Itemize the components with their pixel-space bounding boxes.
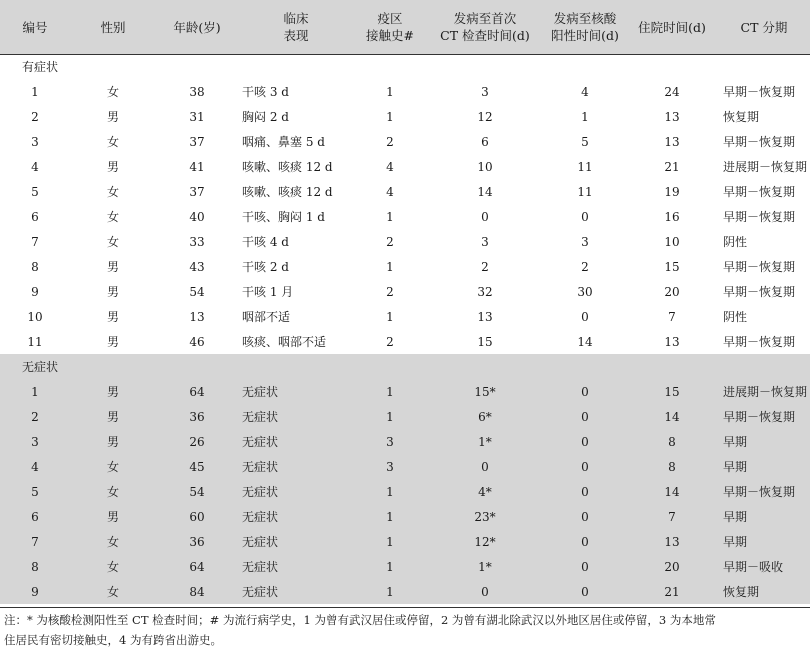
cell-sex: 男: [106, 160, 119, 174]
cell-ct-stage: 早期－恢复期: [723, 260, 796, 274]
table-row: [0, 204, 810, 229]
cell-id: 8: [31, 559, 39, 574]
header-rule: [0, 54, 810, 55]
cell-id: 11: [27, 334, 43, 349]
cell-exposure: 3: [386, 459, 394, 474]
cell-onset-ct: 3: [481, 234, 489, 249]
cell-sex: 女: [106, 485, 119, 499]
table-row: [0, 254, 810, 279]
cell-stay: 21: [664, 159, 680, 174]
table-row: [0, 529, 810, 554]
cell-onset-ct: 1*: [478, 559, 492, 574]
header-col-exposure: 疫区 接触史#: [366, 11, 414, 43]
cell-exposure: 1: [386, 84, 394, 99]
cell-exposure: 1: [386, 209, 394, 224]
table-note: [4, 610, 809, 650]
cell-ct-stage: 早期: [723, 535, 748, 549]
cell-age: 45: [189, 459, 205, 474]
table-row: [0, 329, 810, 354]
table-row: [0, 579, 810, 604]
cell-stay: 20: [664, 284, 680, 299]
cell-age: 64: [189, 559, 205, 574]
table-row: [0, 479, 810, 504]
cell-onset-ct: 6: [481, 134, 489, 149]
cell-sex: 男: [106, 335, 119, 349]
cell-symptom: 干咳 4 d: [242, 235, 289, 249]
cell-age: 40: [189, 209, 205, 224]
cell-onset-pcr: 2: [581, 259, 589, 274]
cell-exposure: 2: [386, 284, 394, 299]
cell-ct-stage: 早期: [723, 460, 748, 474]
header-col-sex: 性别: [100, 19, 126, 35]
cell-onset-pcr: 4: [581, 84, 589, 99]
cell-onset-pcr: 5: [581, 134, 589, 149]
cell-onset-pcr: 0: [581, 559, 589, 574]
cell-ct-stage: 早期－恢复期: [723, 210, 796, 224]
group-label: 有症状: [22, 60, 59, 74]
cell-onset-ct: 13: [477, 309, 493, 324]
cell-symptom: 无症状: [242, 460, 279, 474]
cell-onset-ct: 0: [481, 459, 489, 474]
cell-sex: 女: [106, 135, 119, 149]
cell-ct-stage: 早期－恢复期: [723, 135, 796, 149]
cell-age: 84: [189, 584, 205, 599]
table-row: [0, 379, 810, 404]
cell-onset-ct: 4*: [478, 484, 492, 499]
cell-onset-pcr: 11: [577, 159, 593, 174]
cell-symptom: 干咳 2 d: [242, 260, 289, 274]
cell-sex: 女: [106, 460, 119, 474]
cell-stay: 24: [664, 84, 680, 99]
cell-sex: 男: [106, 385, 119, 399]
cell-exposure: 4: [386, 159, 394, 174]
group-row-symptomatic: [0, 54, 810, 79]
cell-age: 54: [189, 484, 205, 499]
cell-id: 1: [31, 384, 39, 399]
table-row: [0, 229, 810, 254]
cell-onset-pcr: 0: [581, 534, 589, 549]
cell-age: 37: [189, 184, 205, 199]
cell-stay: 21: [664, 584, 680, 599]
cell-age: 36: [189, 534, 205, 549]
cell-exposure: 1: [386, 559, 394, 574]
cell-stay: 19: [664, 184, 680, 199]
cell-symptom: 无症状: [242, 485, 279, 499]
cell-onset-pcr: 1: [581, 109, 589, 124]
cell-onset-pcr: 30: [577, 284, 593, 299]
cell-onset-ct: 6*: [478, 409, 492, 424]
cell-sex: 男: [106, 510, 119, 524]
table-row: [0, 429, 810, 454]
cell-onset-ct: 10: [477, 159, 493, 174]
cell-ct-stage: 进展期－恢复期: [723, 385, 808, 399]
cell-exposure: 1: [386, 534, 394, 549]
cell-symptom: 无症状: [242, 510, 279, 524]
cell-onset-ct: 12: [477, 109, 493, 124]
cell-id: 5: [31, 484, 39, 499]
cell-symptom: 干咳 3 d: [242, 85, 289, 99]
table-row: [0, 104, 810, 129]
cell-stay: 7: [668, 509, 676, 524]
table-row: [0, 154, 810, 179]
cell-id: 6: [31, 209, 39, 224]
cell-id: 5: [31, 184, 39, 199]
cell-symptom: 咳痰、咽部不适: [242, 335, 327, 349]
cell-exposure: 1: [386, 109, 394, 124]
cell-age: 31: [189, 109, 205, 124]
cell-exposure: 1: [386, 509, 394, 524]
cell-ct-stage: 早期－恢复期: [723, 285, 796, 299]
cell-onset-ct: 0: [481, 584, 489, 599]
group-label: 无症状: [22, 360, 59, 374]
header-col-symptom: 临床 表现: [283, 11, 309, 43]
table-body: [0, 54, 810, 604]
cell-id: 8: [31, 259, 39, 274]
cell-sex: 男: [106, 310, 119, 324]
cell-symptom: 咽痛、鼻塞 5 d: [242, 135, 325, 149]
cell-stay: 20: [664, 559, 680, 574]
cell-symptom: 咽部不适: [242, 310, 291, 324]
cell-symptom: 咳嗽、咳痰 12 d: [242, 185, 333, 199]
cell-id: 7: [31, 234, 39, 249]
cell-stay: 13: [664, 534, 680, 549]
cell-id: 2: [31, 409, 39, 424]
cell-symptom: 咳嗽、咳痰 12 d: [242, 160, 333, 174]
cell-ct-stage: 早期－恢复期: [723, 410, 796, 424]
cell-age: 26: [189, 434, 205, 449]
header-col-ct-stage: CT 分期: [740, 19, 788, 35]
cell-age: 54: [189, 284, 205, 299]
table-row: [0, 554, 810, 579]
cell-exposure: 4: [386, 184, 394, 199]
table-row: [0, 279, 810, 304]
cell-sex: 男: [106, 260, 119, 274]
header-col-age: 年龄(岁): [173, 19, 221, 35]
cell-id: 1: [31, 84, 39, 99]
cell-sex: 女: [106, 585, 119, 599]
cell-sex: 男: [106, 110, 119, 124]
cell-sex: 男: [106, 410, 119, 424]
cell-onset-ct: 12*: [474, 534, 496, 549]
cell-onset-ct: 32: [477, 284, 493, 299]
cell-exposure: 1: [386, 409, 394, 424]
cell-onset-ct: 3: [481, 84, 489, 99]
cell-age: 41: [189, 159, 205, 174]
cell-symptom: 干咳、胸闷 1 d: [242, 210, 325, 224]
cell-ct-stage: 恢复期: [723, 110, 760, 124]
cell-sex: 女: [106, 560, 119, 574]
cell-sex: 男: [106, 285, 119, 299]
cell-symptom: 无症状: [242, 410, 279, 424]
header-col-onset-pcr: 发病至核酸 阳性时间(d): [551, 11, 619, 43]
cell-exposure: 1: [386, 309, 394, 324]
cell-sex: 女: [106, 210, 119, 224]
cell-id: 3: [31, 134, 39, 149]
cell-id: 4: [31, 459, 39, 474]
cell-onset-ct: 2: [481, 259, 489, 274]
cell-onset-ct: 1*: [478, 434, 492, 449]
table-row: [0, 304, 810, 329]
cell-ct-stage: 早期－恢复期: [723, 485, 796, 499]
table-row: [0, 79, 810, 104]
table-row: [0, 179, 810, 204]
cell-ct-stage: 阴性: [723, 310, 748, 324]
cell-onset-pcr: 0: [581, 384, 589, 399]
cell-sex: 女: [106, 535, 119, 549]
cell-onset-pcr: 0: [581, 459, 589, 474]
cell-symptom: 无症状: [242, 435, 279, 449]
cell-onset-ct: 23*: [474, 509, 496, 524]
header-row: [0, 0, 810, 54]
cell-onset-pcr: 0: [581, 484, 589, 499]
header-col-id: 编号: [22, 19, 48, 35]
note-line-1: 注：* 为核酸检测阳性至 CT 检查时间；# 为流行病学史，1 为曾有武汉居住或停留，2 为曾有湖北除武汉以外地区居住或停留，3 为本地常: [4, 613, 716, 627]
cell-onset-pcr: 11: [577, 184, 593, 199]
header-col-stay: 住院时间(d): [638, 19, 706, 35]
cell-ct-stage: 早期: [723, 510, 748, 524]
cell-symptom: 无症状: [242, 385, 279, 399]
cell-id: 10: [27, 309, 43, 324]
cell-id: 9: [31, 584, 39, 599]
cell-onset-ct: 15*: [474, 384, 496, 399]
cell-age: 33: [189, 234, 205, 249]
cell-sex: 女: [106, 235, 119, 249]
cell-exposure: 1: [386, 484, 394, 499]
cell-ct-stage: 早期－恢复期: [723, 185, 796, 199]
cell-age: 37: [189, 134, 205, 149]
cell-id: 9: [31, 284, 39, 299]
cell-onset-pcr: 14: [577, 334, 593, 349]
cell-sex: 女: [106, 85, 119, 99]
cell-onset-pcr: 0: [581, 509, 589, 524]
group-row-asymptomatic: [0, 354, 810, 379]
cell-exposure: 2: [386, 134, 394, 149]
cell-stay: 14: [664, 484, 680, 499]
cell-symptom: 无症状: [242, 535, 279, 549]
cell-exposure: 3: [386, 434, 394, 449]
cell-age: 64: [189, 384, 205, 399]
note-line-2: 住居民有密切接触史，4 为有跨省出游史。: [4, 633, 222, 647]
table-row: [0, 404, 810, 429]
cell-ct-stage: 早期－恢复期: [723, 85, 796, 99]
cell-stay: 13: [664, 109, 680, 124]
table-row: [0, 129, 810, 154]
cell-exposure: 2: [386, 334, 394, 349]
cell-onset-pcr: 0: [581, 409, 589, 424]
cell-age: 36: [189, 409, 205, 424]
cell-sex: 男: [106, 435, 119, 449]
cell-onset-pcr: 0: [581, 434, 589, 449]
cell-id: 2: [31, 109, 39, 124]
cell-ct-stage: 进展期－恢复期: [723, 160, 808, 174]
cell-stay: 7: [668, 309, 676, 324]
table-row: [0, 454, 810, 479]
cell-stay: 15: [664, 384, 680, 399]
cell-stay: 8: [668, 434, 676, 449]
cell-stay: 13: [664, 134, 680, 149]
cell-age: 38: [189, 84, 205, 99]
cell-symptom: 无症状: [242, 585, 279, 599]
cell-stay: 16: [664, 209, 680, 224]
cell-id: 4: [31, 159, 39, 174]
cell-onset-ct: 0: [481, 209, 489, 224]
cell-exposure: 1: [386, 259, 394, 274]
cell-ct-stage: 早期－吸收: [723, 560, 784, 574]
cell-ct-stage: 早期－恢复期: [723, 335, 796, 349]
cell-onset-pcr: 3: [581, 234, 589, 249]
cell-stay: 14: [664, 409, 680, 424]
cell-stay: 13: [664, 334, 680, 349]
cell-exposure: 1: [386, 384, 394, 399]
cell-onset-pcr: 0: [581, 209, 589, 224]
cell-stay: 15: [664, 259, 680, 274]
cell-onset-pcr: 0: [581, 584, 589, 599]
table-row: [0, 504, 810, 529]
cell-symptom: 胸闷 2 d: [242, 110, 289, 124]
cell-id: 3: [31, 434, 39, 449]
cell-age: 60: [189, 509, 205, 524]
cell-ct-stage: 阴性: [723, 235, 748, 249]
cell-ct-stage: 早期: [723, 435, 748, 449]
cell-onset-ct: 15: [477, 334, 493, 349]
cell-symptom: 无症状: [242, 560, 279, 574]
cell-id: 6: [31, 509, 39, 524]
cell-exposure: 1: [386, 584, 394, 599]
cell-id: 7: [31, 534, 39, 549]
cell-age: 43: [189, 259, 205, 274]
cell-age: 13: [189, 309, 205, 324]
bottom-rule: [0, 607, 810, 608]
cell-age: 46: [189, 334, 205, 349]
cell-symptom: 干咳 1 月: [242, 285, 294, 299]
cell-stay: 10: [664, 234, 680, 249]
header-col-onset-ct: 发病至首次 CT 检查时间(d): [440, 11, 530, 43]
cell-onset-ct: 14: [477, 184, 493, 199]
cell-ct-stage: 恢复期: [723, 585, 760, 599]
cell-onset-pcr: 0: [581, 309, 589, 324]
cell-exposure: 2: [386, 234, 394, 249]
cell-stay: 8: [668, 459, 676, 474]
cell-sex: 女: [106, 185, 119, 199]
